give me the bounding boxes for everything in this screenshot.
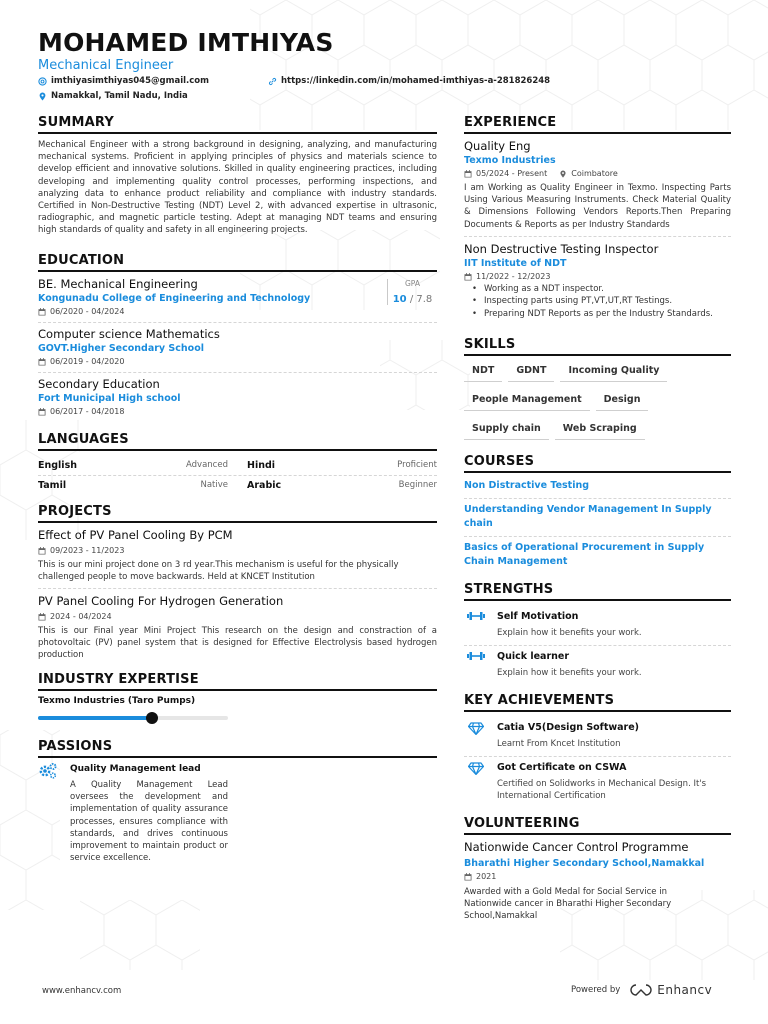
contact-email[interactable] [38,76,209,86]
projects-section [38,504,437,662]
volunteering-org: Bharathi Higher Secondary School,Namakkal [464,858,705,870]
skill-tag: People Management [464,390,590,411]
project-dates: 09/2023 - 11/2023 [38,545,437,557]
summary-section [38,115,437,237]
course-item: Non Distractive Testing [464,475,731,499]
experience-item [464,139,731,237]
skill-tag: GDNT [508,361,554,382]
project-dates: 2024 - 04/2024 [38,611,437,623]
dumbbell-icon [467,651,485,661]
education-heading: EDUCATION [38,253,437,272]
language-item: Arabic Beginner [247,479,437,491]
experience-role: Quality Eng [464,139,531,153]
course-item: Basics of Operational Procurement in Supply Chain Management [464,542,705,568]
contact-location [38,91,188,101]
at-icon [38,77,47,86]
dumbbell-icon [467,611,485,621]
location-pin-icon [559,170,567,178]
calendar-icon [464,170,472,178]
skill-tag: Web Scraping [555,419,645,440]
education-dates: 06/2017 - 04/2018 [38,406,437,418]
strength-description: Explain how it benefits your work. [497,628,642,639]
courses-heading: COURSES [464,454,731,473]
passion-item [38,763,437,865]
achievement-title: Catia V5(Design Software) [497,722,640,734]
experience-company: IIT Institute of NDT [464,257,567,269]
calendar-icon [464,273,472,281]
strengths-section [464,582,731,685]
courses-section [464,454,731,574]
experience-section [464,115,731,320]
link-icon [268,77,277,86]
email-text: imthiyasimthiyas045@gmail.com [51,76,209,86]
strength-title: Self Motivation [497,611,579,623]
footer-powered[interactable] [571,983,712,997]
volunteering-role: Nationwide Cancer Control Programme [464,840,689,855]
footer-site-link[interactable]: www.enhancv.com [42,986,122,996]
location-text: Namakkal, Tamil Nadu, India [51,91,188,101]
bullet-item: • Preparing NDT Reports as per the Industry Standards. [464,308,731,320]
languages-heading: LANGUAGES [38,432,437,451]
candidate-name: MOHAMED IMTHIYAS [38,28,334,57]
experience-company: Texmo Industries [464,155,556,166]
bullet-item: • Working as a NDT inspector. [464,283,731,295]
strength-item [464,646,731,685]
project-description: This is our Final year Mini Project This research on the design and constraction of a photovoltaic (PV) panel system that is designed for Effective Electrolysis based hydrogen production [38,626,437,661]
experience-role: Non Destructive Testing Inspector [464,241,659,256]
experience-bullets [464,283,731,320]
projects-heading: PROJECTS [38,504,437,523]
volunteering-dates: 2021 [464,871,731,883]
skills-heading: SKILLS [464,337,731,356]
diamond-icon [468,722,484,735]
achievement-item [464,757,731,808]
passion-title: Quality Management lead [70,763,201,774]
language-item: Tamil Native [38,479,228,491]
project-description: This is our mini project done on 3 rd year.This mechanism is useful for the physically challenged people to move backwards. Held at KNCET Institution [38,559,399,582]
brand-name: Enhancv [657,983,713,997]
volunteering-heading: VOLUNTEERING [464,816,731,835]
calendar-icon [38,547,46,555]
skill-tag: Supply chain [464,419,549,440]
calendar-icon [464,873,472,881]
industry-level-fill [38,716,152,720]
calendar-icon [38,308,46,316]
project-title: PV Panel Cooling For Hydrogen Generation [38,594,284,609]
experience-item [464,237,731,320]
education-degree: Computer science Mathematics [38,326,220,341]
bullet-item: • Inspecting parts using PT,VT,UT,RT Testings. [464,295,731,307]
gpa-value: 10 / 7.8 [392,293,433,305]
industry-heading: INDUSTRY EXPERTISE [38,672,437,691]
left-column [38,115,437,865]
enhancv-logo-icon [630,984,652,996]
education-dates: 06/2019 - 04/2020 [38,356,437,368]
gpa-label: GPA [405,278,420,288]
skills-row [464,361,731,382]
contact-linkedin[interactable] [268,76,550,86]
achievement-item [464,717,731,757]
diamond-icon [468,762,484,775]
passions-heading: PASSIONS [38,739,437,758]
location-pin-icon [38,92,47,101]
education-degree: Secondary Education [38,376,160,391]
right-column [464,115,731,923]
languages-row [38,456,437,476]
passion-description: A Quality Management Lead oversees the development and implementation of quality assurance processes, ensures compliance with standards, and drives continuous improvement to maintain product or service excellence. [70,779,228,864]
strength-item [464,606,731,646]
candidate-title: Mechanical Engineer [38,58,174,73]
summary-text: Mechanical Engineer with a strong background in designing, analyzing, and manufacturing mechanical systems. Proficient in applying principles of physics and materials science to develop efficient and innovative solutions. Skilled in quality engineering practices, including developing and implementing quality control processes, performing inspections, and analyzing data to enhance product reliability and compliance with industry standards. Certified in Non-Destructive Testing (NDT) Level 2, with advanced expertise in ultrasonic, radiographic, and magnetic particle testing. Adept at managing NDT teams and ensuring high standards of quality and safety in all engineering projects. [38,140,437,236]
languages-section [38,432,437,495]
skill-tag: Incoming Quality [560,361,667,382]
strengths-heading: STRENGTHS [464,582,731,601]
achievements-heading: KEY ACHIEVEMENTS [464,693,731,712]
education-dates: 06/2020 - 04/2024 [38,306,437,318]
passions-section [38,739,437,865]
industry-level-bar [38,716,228,720]
education-section [38,253,437,418]
calendar-icon [38,358,46,366]
skills-section [464,337,731,440]
skill-tag: NDT [464,361,502,382]
education-school: Kongunadu College of Engineering and Technology [38,292,311,304]
experience-meta: 05/2024 - Present Coimbatore [464,168,731,180]
skills-row [464,419,731,440]
languages-row [38,476,437,495]
course-item: Understanding Vendor Management In Supply chain [464,499,731,537]
gpa-box [387,279,437,305]
gears-icon [38,762,58,780]
experience-description: I am Working as Quality Engineer in Texmo. Inspecting Parts Using Various Measuring Instruments. Check Material Quality & Dimensions Following Vendors Reports.Then Preparing Documents & Reports as per Industry Standards [464,183,731,230]
project-item [38,589,437,662]
education-item [38,323,437,373]
education-item [38,277,437,323]
project-title: Effect of PV Panel Cooling By PCM [38,527,233,542]
linkedin-text: https://linkedin.com/in/mohamed-imthiyas-a-281826248 [281,76,551,86]
experience-heading: EXPERIENCE [464,115,731,134]
volunteering-section [464,816,731,923]
education-school: Fort Municipal High school [38,392,181,404]
calendar-icon [38,613,46,621]
project-item [38,528,437,589]
achievements-section [464,693,731,808]
experience-meta: 11/2022 - 12/2023 [464,271,731,283]
industry-section [38,672,437,720]
education-item [38,373,437,418]
achievement-description: Certified on Solidworks in Mechanical Design. It's International Certification [497,779,707,802]
volunteering-description: Awarded with a Gold Medal for Social Service in Nationwide cancer in Bharathi Higher Secondary School,Namakkal [464,887,672,922]
skills-row [464,390,731,411]
language-item: English Advanced [38,459,228,471]
industry-label: Texmo Industries (Taro Pumps) [38,695,196,706]
achievement-description: Learnt From Kncet Institution [497,739,621,750]
summary-heading: SUMMARY [38,115,437,134]
strength-title: Quick learner [497,651,570,663]
education-degree: BE. Mechanical Engineering [38,276,198,291]
education-school: GOVT.Higher Secondary School [38,342,204,354]
strength-description: Explain how it benefits your work. [497,668,642,679]
skill-tag: Design [596,390,649,411]
powered-by-text: Powered by [571,985,621,995]
language-item: Hindi Proficient [247,459,437,471]
industry-level-knob [146,712,158,724]
calendar-icon [38,408,46,416]
achievement-title: Got Certificate on CSWA [497,762,627,774]
